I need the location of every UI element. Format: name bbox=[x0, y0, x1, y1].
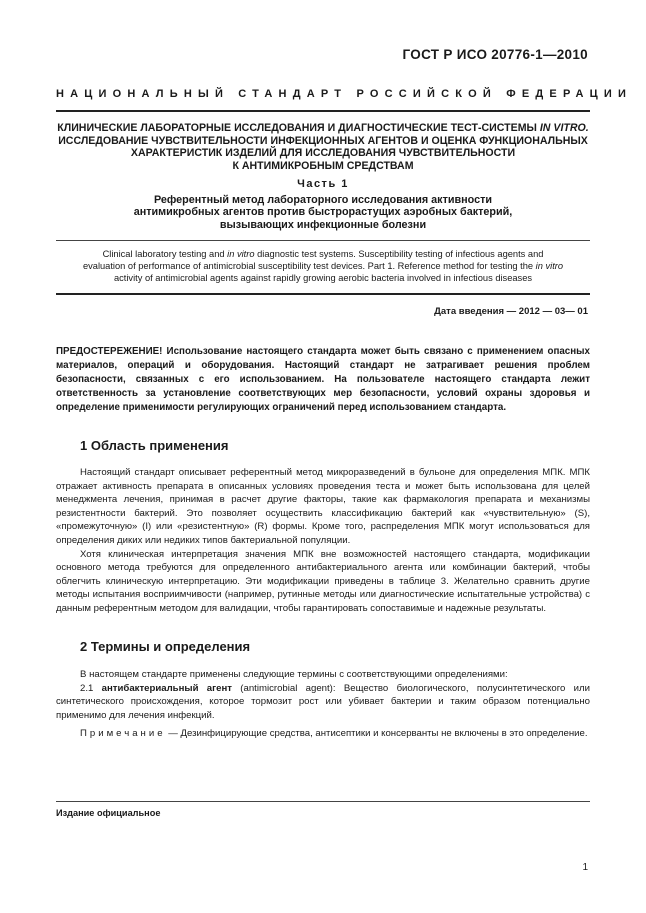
introduction-date: Дата введения — 2012 — 03— 01 bbox=[434, 306, 588, 317]
english-line-3: activity of antimicrobial agents against rapidly growing aerobic bacteria involved in infectious diseases bbox=[113, 273, 533, 283]
term-name: антибактериальный агент bbox=[101, 682, 232, 694]
english-title bbox=[56, 248, 590, 284]
subtitle-line-2: антимикробных агентов против быстрорастущих аэробных бактерий, bbox=[133, 206, 513, 219]
english-divider bbox=[56, 293, 590, 295]
section-2-paragraph-1: В настоящем стандарте применены следующие термины с соответствующими определениями: bbox=[80, 669, 508, 680]
section-1-paragraph-2: Хотя клиническая интерпретация значения МПК вне возможностей настоящего стандарта, модификации основного метода требуются для определенного антибактериального агента или комбинации бактерий, чтобы облегчить клиническую интерпретацию. Эти модификации приведены в таблице 3. Желательно сравнить другие методы испытания восприимчивости (например, рутинные методы или диагностические испытательные устройства) с данным референтным методом для валидации, чтобы гарантировать сопоставимые и надежные результаты. bbox=[56, 548, 590, 614]
title-line-4: К АНТИМИКРОБНЫМ СРЕДСТВАМ bbox=[232, 159, 414, 172]
footer-divider bbox=[56, 801, 590, 802]
national-standard-heading: НАЦИОНАЛЬНЫЙ СТАНДАРТ РОССИЙСКОЙ ФЕДЕРАЦИИ bbox=[56, 88, 633, 100]
subtitle-line-1: Референтный метод лабораторного исследования активности bbox=[153, 193, 493, 206]
standard-title bbox=[56, 122, 590, 232]
term-definition: 2.1 антибактериальный агент (antimicrobial agent): Вещество биологического, полусинтетического или синтетического происхождения, которое тормозит рост или убивает бактерии и таким образом потенциально применимо для лечения инфекций. bbox=[56, 682, 590, 721]
subtitle bbox=[56, 194, 590, 232]
subtitle-line-3: вызывающих инфекционные болезни bbox=[219, 219, 427, 232]
title-line-1: КЛИНИЧЕСКИЕ ЛАБОРАТОРНЫЕ ИССЛЕДОВАНИЯ И ДИАГНОСТИЧЕСКИЕ ТЕСТ-СИСТЕМЫ IN VITRO. bbox=[57, 122, 589, 134]
section-1-paragraph-1: Настоящий стандарт описывает референтный метод микроразведений в бульоне для определения МПК. МПК отражает активность препарата в описанных условиях проведения теста и может быть использована для целей менеджмента лечения, принимая в расчет другие факторы, такие как фармакология препарата и механизмы резистентности бактерий. Это позволяет осуществить классификацию бактерий как «чувствительную» (S), «промежуточную» (I) или «резистентную» (R) формы. Кроме того, распределения МПК могут использоваться для определения диких или недиких типов бактериальной популяции. bbox=[56, 467, 590, 546]
note: Примечание — Дезинфицирующие средства, антисептики и консерванты не включены в это определение. bbox=[80, 728, 588, 740]
title-divider bbox=[56, 240, 590, 241]
header-divider bbox=[56, 110, 590, 112]
english-line-2: evaluation of performance of antimicrobial susceptibility test devices. Part 1. Reference method for testing the in vitro bbox=[82, 261, 564, 271]
warning-paragraph: ПРЕДОСТЕРЕЖЕНИЕ! Использование настоящего стандарта может быть связано с применением опасных материалов, операций и оборудования. Настоящий стандарт не затрагивает решения проблем безопасности, связанных с его использованием. На пользователе настоящего стандарта лежит ответственность за установление соответствующих мер безопасности, условий охраны здоровья и определение применимости регулирующих ограничений перед использованием стандарта. bbox=[56, 346, 590, 413]
title-line-3: ХАРАКТЕРИСТИК ИЗДЕЛИЙ ДЛЯ ИССЛЕДОВАНИЯ ЧУВСТВИТЕЛЬНОСТИ bbox=[130, 147, 516, 159]
section-2-heading: 2 Термины и определения bbox=[80, 639, 251, 654]
document-id: ГОСТ Р ИСО 20776-1—2010 bbox=[402, 47, 588, 62]
section-1-heading: 1 Область применения bbox=[80, 438, 229, 453]
section-1-body bbox=[56, 466, 590, 616]
english-line-1: Clinical laboratory testing and in vitro diagnostic test systems. Susceptibility testing of infectious agents and bbox=[102, 249, 544, 259]
page-number: 1 bbox=[582, 862, 588, 873]
section-2-body bbox=[56, 668, 590, 741]
part-label: Часть 1 bbox=[297, 178, 349, 190]
official-edition-label: Издание официальное bbox=[56, 808, 161, 818]
title-line-2: ИССЛЕДОВАНИЕ ЧУВСТВИТЕЛЬНОСТИ ИНФЕКЦИОННЫХ АГЕНТОВ И ОЦЕНКА ФУНКЦИОНАЛЬНЫХ bbox=[58, 134, 588, 147]
